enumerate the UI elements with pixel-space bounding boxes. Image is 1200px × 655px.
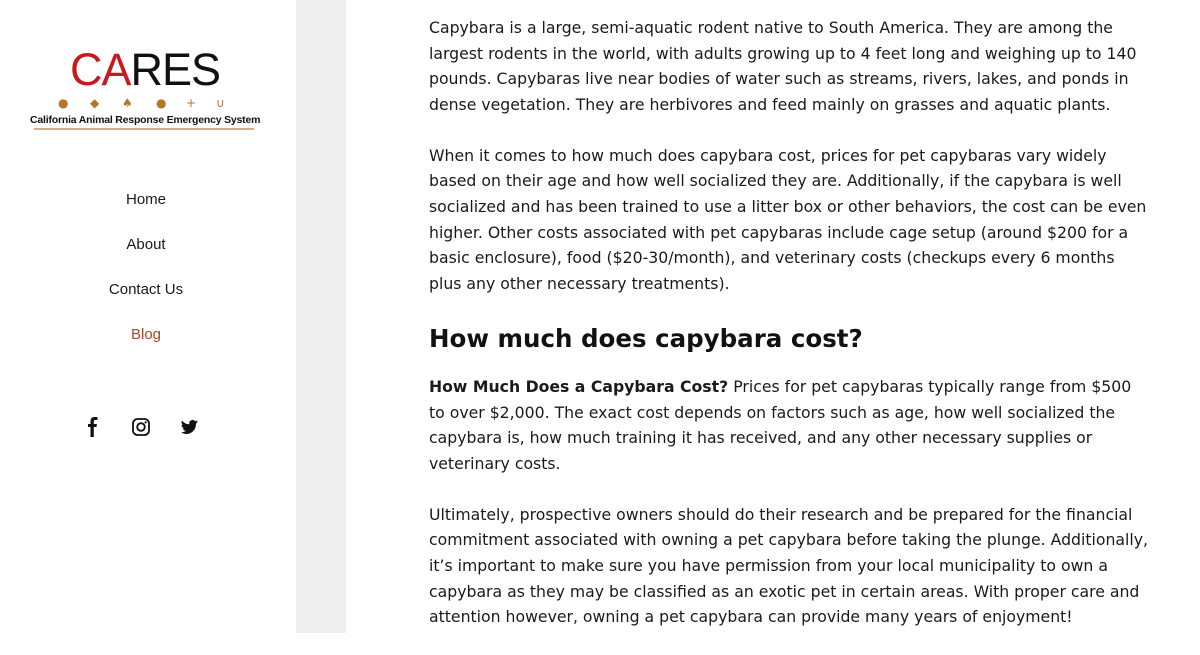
article-paragraph-2: When it comes to how much does capybara cost, prices for pet capybaras vary widely based on their age and how well socialized they are. Additionally, if the capybara is well socialized and has been trained to use a litter box or other behaviors, the cost can be even higher. Other costs associated with pet capybaras include cage setup (around $200 for a basic enclosure), food ($20-30/month), and veterinary costs (checkups every 6 months plus any other necessary treatments). xyxy=(429,145,1147,293)
nav-item-home[interactable]: Home xyxy=(125,191,166,208)
squirrel-icon: ◆ xyxy=(90,96,100,110)
article-paragraph-4: Ultimately, prospective owners should do their research and be prepared for the financial commitment associated with owning a pet capybara before taking the plunge. Additionally, it’s important to make sure you have permission from your local municipality to own a capybara as they may be classified as an exotic pet in certain areas. With proper care and attention however, owning a pet capybara can provide many years of enjoyment! xyxy=(429,504,1149,627)
site-logo[interactable] xyxy=(30,44,260,134)
article-content xyxy=(429,15,1149,655)
logo-ca: CA xyxy=(69,44,131,95)
sidebar xyxy=(0,0,296,633)
content-gutter xyxy=(296,0,346,633)
paw-print-icon: ● xyxy=(156,96,167,110)
logo-wordmark xyxy=(30,44,260,96)
bird-icon: + xyxy=(186,96,197,110)
logo-underline xyxy=(34,128,254,130)
article-paragraph-3-body: Prices for pet capybaras typically range from $500 to over $2,000. The exact cost depends on factors such as age, how well socialized the capybara is, how much training it has received, and any other necessary supplies or veterinary costs. xyxy=(429,376,1132,473)
nav-item-contact-us[interactable]: Contact Us xyxy=(108,281,184,298)
facebook-icon[interactable] xyxy=(82,416,104,438)
twitter-icon[interactable] xyxy=(178,416,200,438)
article-paragraph-1: Capybara is a large, semi-aquatic rodent native to South America. They are among the largest rodents in the world, with adults growing up to 4 feet long and weighing up to 140 pounds. Capybaras live near bodies of water such as streams, rivers, lakes, and ponds in dense vegetation. They are herbivores and feed mainly on grasses and aquatic plants. xyxy=(429,18,1137,114)
article-heading: How much does capybara cost? xyxy=(429,323,863,353)
paw-print-icon: ● xyxy=(58,96,69,110)
instagram-icon[interactable] xyxy=(130,416,152,438)
nav-item-blog[interactable]: Blog xyxy=(130,326,162,343)
logo-res: RES xyxy=(130,44,221,95)
logo-animal-icons xyxy=(58,95,232,111)
article-paragraph-3-lead: How Much Does a Capybara Cost? xyxy=(429,376,729,396)
nav-item-about[interactable]: About xyxy=(126,236,166,253)
logo-tagline: California Animal Response Emergency System xyxy=(30,114,261,126)
article-paragraph-3 xyxy=(429,374,1149,476)
horseshoe-icon: ∪ xyxy=(216,96,225,110)
rabbit-icon: ♠ xyxy=(122,96,133,110)
main-navigation xyxy=(0,186,292,366)
social-links xyxy=(82,416,212,438)
